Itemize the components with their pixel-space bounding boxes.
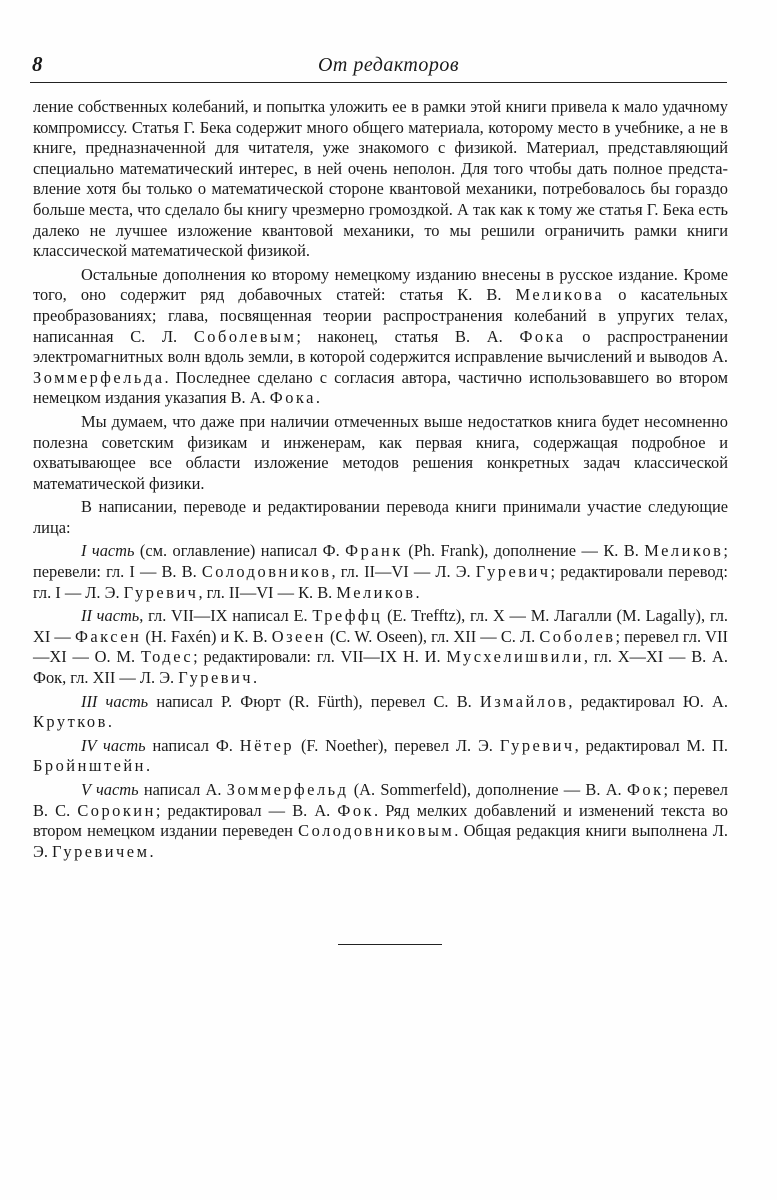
author-name: Фока xyxy=(519,326,566,346)
author-name: Тодес xyxy=(140,647,194,667)
author-name: Меликов xyxy=(336,582,416,602)
author-name: Франк xyxy=(345,541,403,561)
page-number: 8 xyxy=(32,52,43,76)
author-name: Гуревичем xyxy=(52,841,150,861)
paragraph-part-5: V часть написал А. Зоммерфельд (A. Sommerfeld), дополнение — В. А. Фок; перевел В. С. Сорокин; редактировал — В. А. Фок. Ряд мелких добавлений и изменений текста во втором немецком издании переведен Солодовниковым. Общая редакция книги выполнена Л. Э. Гуревичем. xyxy=(33,780,728,861)
author-name: Гуревич xyxy=(475,562,551,582)
author-name: Соболев xyxy=(539,626,616,646)
part-label: V часть xyxy=(81,780,139,799)
part-label: III часть xyxy=(81,691,149,711)
paragraph-part-3: III часть написал Р. Фюрт (R. Fürth), перевел С. В. Измайлов, редактировал Ю. А. Крутков. xyxy=(33,691,728,732)
closing-rule xyxy=(338,944,442,945)
author-name: Гуревич xyxy=(178,668,254,688)
part-label: I часть xyxy=(81,541,135,561)
paragraph-part-2: II часть, гл. VII—IX написал Е. Треффц (E. Trefftz), гл. X — М. Лагалли (M. Lagally), гл. XI — Факсен (H. Faxén) и К. В. Озеен (C. W. Oseen), гл. XII — С. Л. Соболев; перевел гл. VII—XI — О. М. Тодес; редактировали: гл. VII—IX Н. И. Мусхелишвили, гл. X—XI — В. А. Фок, гл. XII — Л. Э. Гуревич. xyxy=(33,606,728,688)
author-name: Озеен xyxy=(271,626,326,646)
author-name: Меликов xyxy=(644,541,724,561)
author-name: Солодовниковым xyxy=(298,821,455,841)
page-body xyxy=(33,97,728,862)
author-name: Сорокин xyxy=(77,800,156,820)
header-rule xyxy=(30,82,727,83)
author-name: Мусхелишвили xyxy=(446,647,584,667)
author-name: Треффц xyxy=(312,606,383,626)
author-name: Фока xyxy=(269,388,316,408)
author-name: Зоммерфельд xyxy=(226,780,349,799)
author-name: Фок xyxy=(337,800,375,820)
author-name: Измайлов xyxy=(479,691,569,711)
author-name: Фок xyxy=(626,780,664,799)
part-label: II часть xyxy=(81,606,140,626)
author-name: Зоммерфельда xyxy=(33,367,165,387)
author-name: Факсен xyxy=(74,626,142,646)
paragraph-beck-article: ление собственных колебаний, и попытка уложить ее в рамки этой книги привела к мало удачному компромиссу. Статья Г. Бека содержит много общего материала, которому место в учебнике, а не в книге, предназначенной для читателя, уже знакомого с физикой. Материал, представляющий специально математический интерес, в ней очень неполон. Для того чтобы дать полное представление хотя бы только о математической стороне квантовой механики, потребовалось бы гораздо больше места, что сделало бы книгу чрезмерно громоздкой. А так как к тому же статья Г. Бека есть далеко не лучшее изложение квантовой механики, то мы решили ограничить рамки книги классической математической физикой. xyxy=(33,97,728,261)
author-name: Нётер xyxy=(239,735,295,755)
author-name: Меликова xyxy=(515,285,605,305)
author-name: Гуревич xyxy=(123,582,199,602)
author-name: Бройнштейн xyxy=(33,756,146,776)
author-name: Соболевым xyxy=(193,326,297,346)
paragraph-part-4: IV часть написал Ф. Нётер (F. Noether), перевел Л. Э. Гуревич, редактировал М. П. Бройнштейн. xyxy=(33,735,728,776)
author-name: Гуревич xyxy=(499,735,575,755)
running-title: От редакторов xyxy=(317,54,460,76)
paragraph-part-1: I часть (см. оглавление) написал Ф. Франк (Ph. Frank), дополнение — К. В. Меликов; перевели: гл. I — В. В. Солодовников, гл. II—VI — Л. Э. Гуревич; редактировали перевод: гл. I — Л. Э. Гуревич, гл. II—VI — К. В. Меликов. xyxy=(33,541,728,602)
paragraph-usefulness: Мы думаем, что даже при наличии отмеченных выше недостатков книга будет несомненно полезна советским физикам и инженерам, как первая книга, содержащая подробное и охватывающее все области изложение методов решения конкретных задач классической математической физики. xyxy=(33,411,728,493)
paragraph-contributors-intro: В написании, переводе и редактировании перевода книги принимали участие следующие лица: xyxy=(33,497,728,537)
paragraph-additions: Остальные дополнения ко второму немецкому изданию внесены в русское издание. Кроме того, оно содержит ряд добавочных статей: статья К. В. Меликова о касательных преобразованиях; глава, посвященная теории распространения колебаний в упругих телах, написанная С. Л. Соболевым; наконец, статья В. А. Фока о распространении электромагнитных волн вдоль земли, в которой содержится исправление вычислений и выводов А. Зоммерфельда. Последнее сделано с согласия автора, частично использовавшего во втором немецком издания указапия В. А. Фока. xyxy=(33,264,728,408)
author-name: Крутков xyxy=(33,712,108,732)
author-name: Солодовников xyxy=(201,562,332,582)
part-label: IV часть xyxy=(81,735,146,755)
